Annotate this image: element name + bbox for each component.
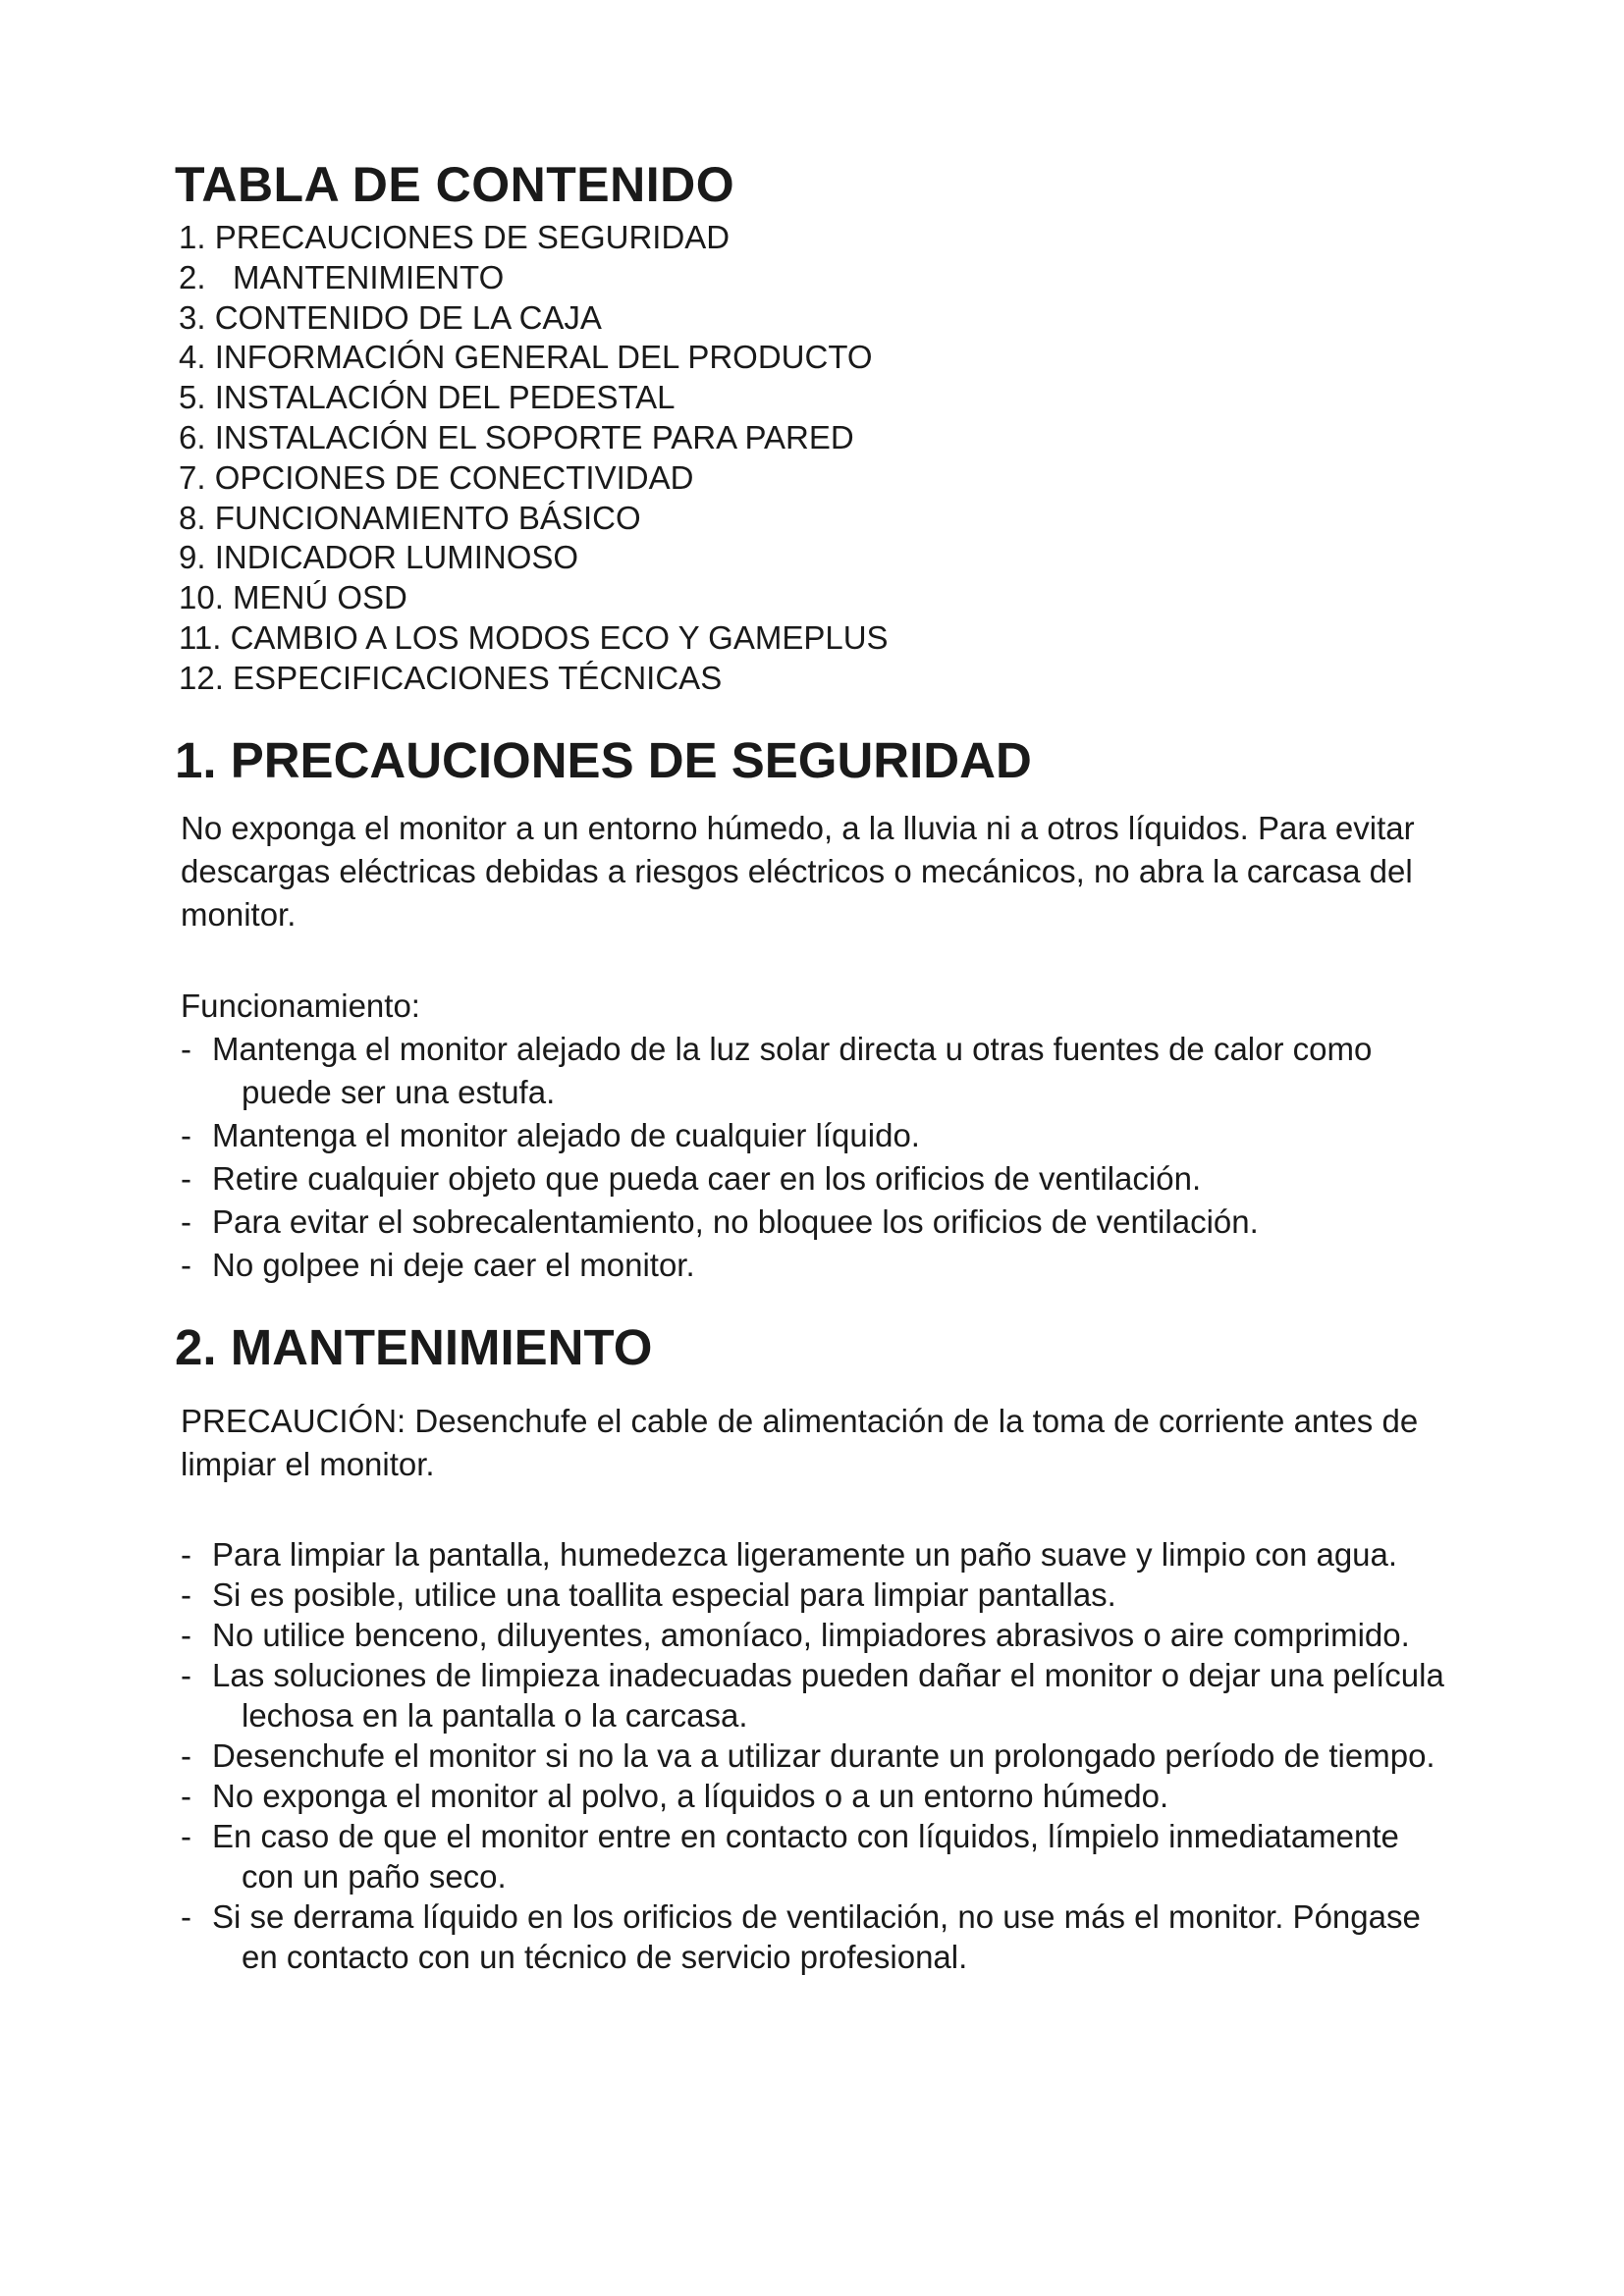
list-item-text: Si se derrama líquido en los orificios de ventilación, no use más el monitor. Póngase en contacto con un técnico de servicio profesional.: [212, 1898, 1421, 1975]
toc-item: 8. FUNCIONAMIENTO BÁSICO: [179, 499, 641, 536]
list-item: [181, 1776, 1457, 1816]
list-item: [181, 1028, 1457, 1114]
toc-item: 9. INDICADOR LUMINOSO: [179, 539, 579, 576]
list-item-text: Para evitar el sobrecalentamiento, no bloquee los orificios de ventilación.: [212, 1203, 1259, 1240]
bullet-dash: -: [181, 1898, 191, 1935]
bullet-dash: -: [181, 1737, 191, 1774]
list-item-text: No exponga el monitor al polvo, a líquidos o a un entorno húmedo.: [212, 1778, 1169, 1814]
bullet-dash: -: [181, 1617, 191, 1653]
list-item-text: Mantenga el monitor alejado de la luz solar directa u otras fuentes de calor como puede ser una estufa.: [212, 1031, 1373, 1110]
bullet-dash: -: [181, 1117, 191, 1153]
list-item-text: Mantenga el monitor alejado de cualquier líquido.: [212, 1117, 920, 1153]
bullet-dash: -: [181, 1031, 191, 1067]
list-item: [181, 1114, 1457, 1157]
toc-item: 6. INSTALACIÓN EL SOPORTE PARA PARED: [179, 418, 854, 455]
list-item-text: Para limpiar la pantalla, humedezca ligeramente un paño suave y limpio con agua.: [212, 1536, 1398, 1573]
list-item: [181, 1655, 1457, 1735]
toc-item: 1. PRECAUCIONES DE SEGURIDAD: [179, 219, 731, 255]
list-item-text: En caso de que el monitor entre en contacto con líquidos, límpielo inmediatamente con un paño seco.: [212, 1818, 1399, 1895]
list-item: [181, 1575, 1457, 1615]
toc-item: 2. MANTENIMIENTO: [179, 258, 505, 295]
toc-item: 12. ESPECIFICACIONES TÉCNICAS: [179, 659, 723, 696]
safety-intro-paragraph: No exponga el monitor a un entorno húmedo, a la lluvia ni a otros líquidos. Para evitar descargas eléctricas debidas a riesgos eléctricos o mecánicos, no abra la carcasa del monitor.: [181, 810, 1415, 933]
list-item: [181, 1896, 1457, 1977]
list-item-text: Desenchufe el monitor si no la va a utilizar durante un prolongado período de tiempo.: [212, 1737, 1435, 1774]
bullet-dash: -: [181, 1576, 191, 1613]
bullet-dash: -: [181, 1778, 191, 1814]
list-item-text: Retire cualquier objeto que pueda caer en los orificios de ventilación.: [212, 1160, 1202, 1197]
list-item: [181, 1201, 1457, 1244]
toc-item: 4. INFORMACIÓN GENERAL DEL PRODUCTO: [179, 339, 873, 376]
list-item-text: Las soluciones de limpieza inadecuadas pueden dañar el monitor o dejar una película lechosa en la pantalla o la carcasa.: [212, 1657, 1444, 1734]
toc-item: 7. OPCIONES DE CONECTIVIDAD: [179, 458, 694, 496]
maintenance-caution-paragraph: PRECAUCIÓN: Desenchufe el cable de alimentación de la toma de corriente antes de limpiar el monitor.: [181, 1403, 1419, 1482]
section-heading-maintenance: 2. MANTENIMIENTO: [175, 1319, 653, 1375]
list-item-text: No utilice benceno, diluyentes, amoníaco, limpiadores abrasivos o aire comprimido.: [212, 1617, 1410, 1653]
toc-title: TABLA DE CONTENIDO: [175, 157, 735, 212]
bullet-dash: -: [181, 1657, 191, 1693]
bullet-dash: -: [181, 1247, 191, 1283]
bullet-dash: -: [181, 1160, 191, 1197]
list-item: [181, 1816, 1457, 1896]
bullet-dash: -: [181, 1818, 191, 1854]
list-item-text: Si es posible, utilice una toallita especial para limpiar pantallas.: [212, 1576, 1116, 1613]
list-item: [181, 1534, 1457, 1575]
bullet-dash: -: [181, 1536, 191, 1573]
list-item: [181, 1157, 1457, 1201]
bullet-dash: -: [181, 1203, 191, 1240]
toc-item: 11. CAMBIO A LOS MODOS ECO Y GAMEPLUS: [179, 618, 889, 656]
safety-bullet-list: [181, 1028, 1457, 1287]
table-of-contents: [179, 218, 1357, 699]
list-item: [181, 1735, 1457, 1776]
toc-item: 5. INSTALACIÓN DEL PEDESTAL: [179, 379, 676, 416]
section-heading-safety: 1. PRECAUCIONES DE SEGURIDAD: [175, 732, 1032, 788]
list-item: [181, 1244, 1457, 1287]
toc-item: 3. CONTENIDO DE LA CAJA: [179, 298, 602, 336]
maintenance-bullet-list: [181, 1534, 1457, 1977]
list-item-text: No golpee ni deje caer el monitor.: [212, 1247, 695, 1283]
toc-item: 10. MENÚ OSD: [179, 579, 407, 616]
list-item: [181, 1615, 1457, 1655]
operation-subheading: Funcionamiento:: [181, 988, 420, 1024]
